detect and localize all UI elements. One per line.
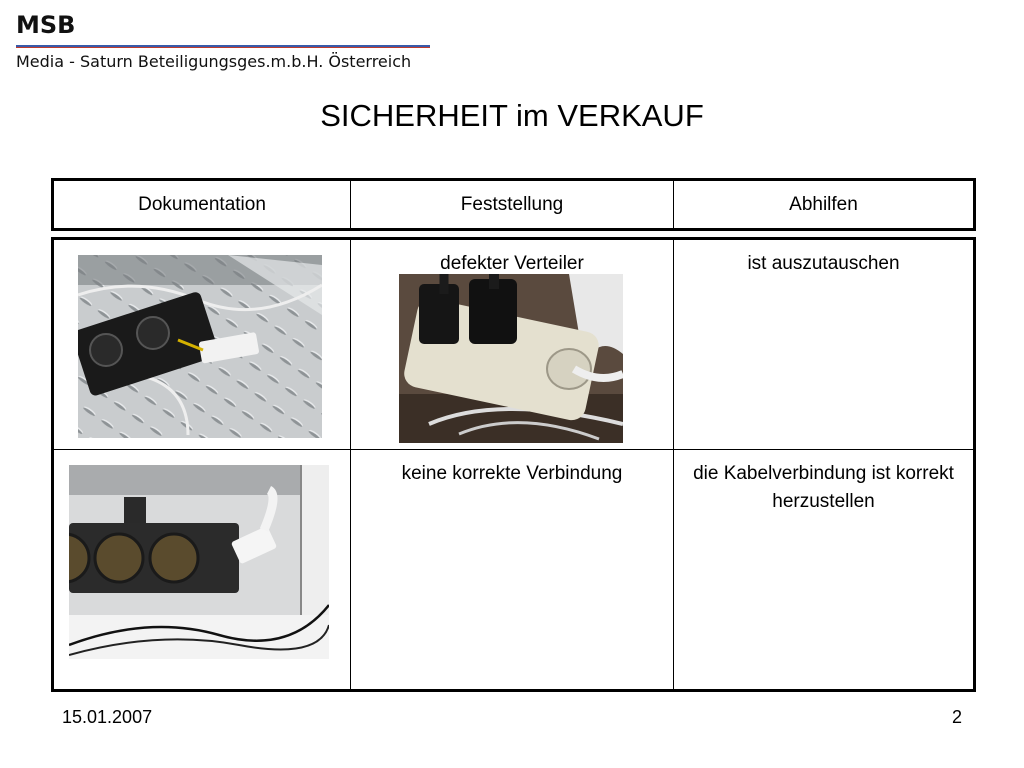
photo-defective-distributor xyxy=(399,274,623,443)
remedy-cell xyxy=(674,239,975,450)
finding-text: defekter Verteiler xyxy=(440,253,584,274)
table-row xyxy=(53,239,975,450)
remedy-text: die Kabelverbindung ist korrekt herzustellen xyxy=(693,463,954,513)
findings-table xyxy=(51,237,976,692)
remedy-text: ist auszutauschen xyxy=(747,253,900,274)
footer-date: 15.01.2007 xyxy=(62,707,153,727)
table-header xyxy=(51,178,976,231)
brand-name: Media - Saturn Beteiligungsges.m.b.H. Österreich xyxy=(16,52,412,71)
documentation-cell xyxy=(53,450,351,691)
finding-text: keine korrekte Verbindung xyxy=(401,463,623,485)
finding-cell xyxy=(351,450,674,691)
page-title: SICHERHEIT im VERKAUF xyxy=(320,98,704,133)
remedy-cell xyxy=(674,450,975,691)
table-row xyxy=(53,450,975,691)
column-header-abhilfen: Abhilfen xyxy=(674,180,975,230)
documentation-cell xyxy=(53,239,351,450)
page-number: 2 xyxy=(951,707,962,727)
brand-logo xyxy=(16,10,430,71)
column-header-feststellung: Feststellung xyxy=(351,180,674,230)
brand-divider-accent xyxy=(16,47,430,48)
finding-cell xyxy=(351,239,674,450)
column-header-dokumentation: Dokumentation xyxy=(53,180,351,230)
brand-abbr: MSB xyxy=(16,11,76,39)
photo-incorrect-connection xyxy=(69,465,329,659)
photo-defective-power-strip xyxy=(78,255,322,438)
